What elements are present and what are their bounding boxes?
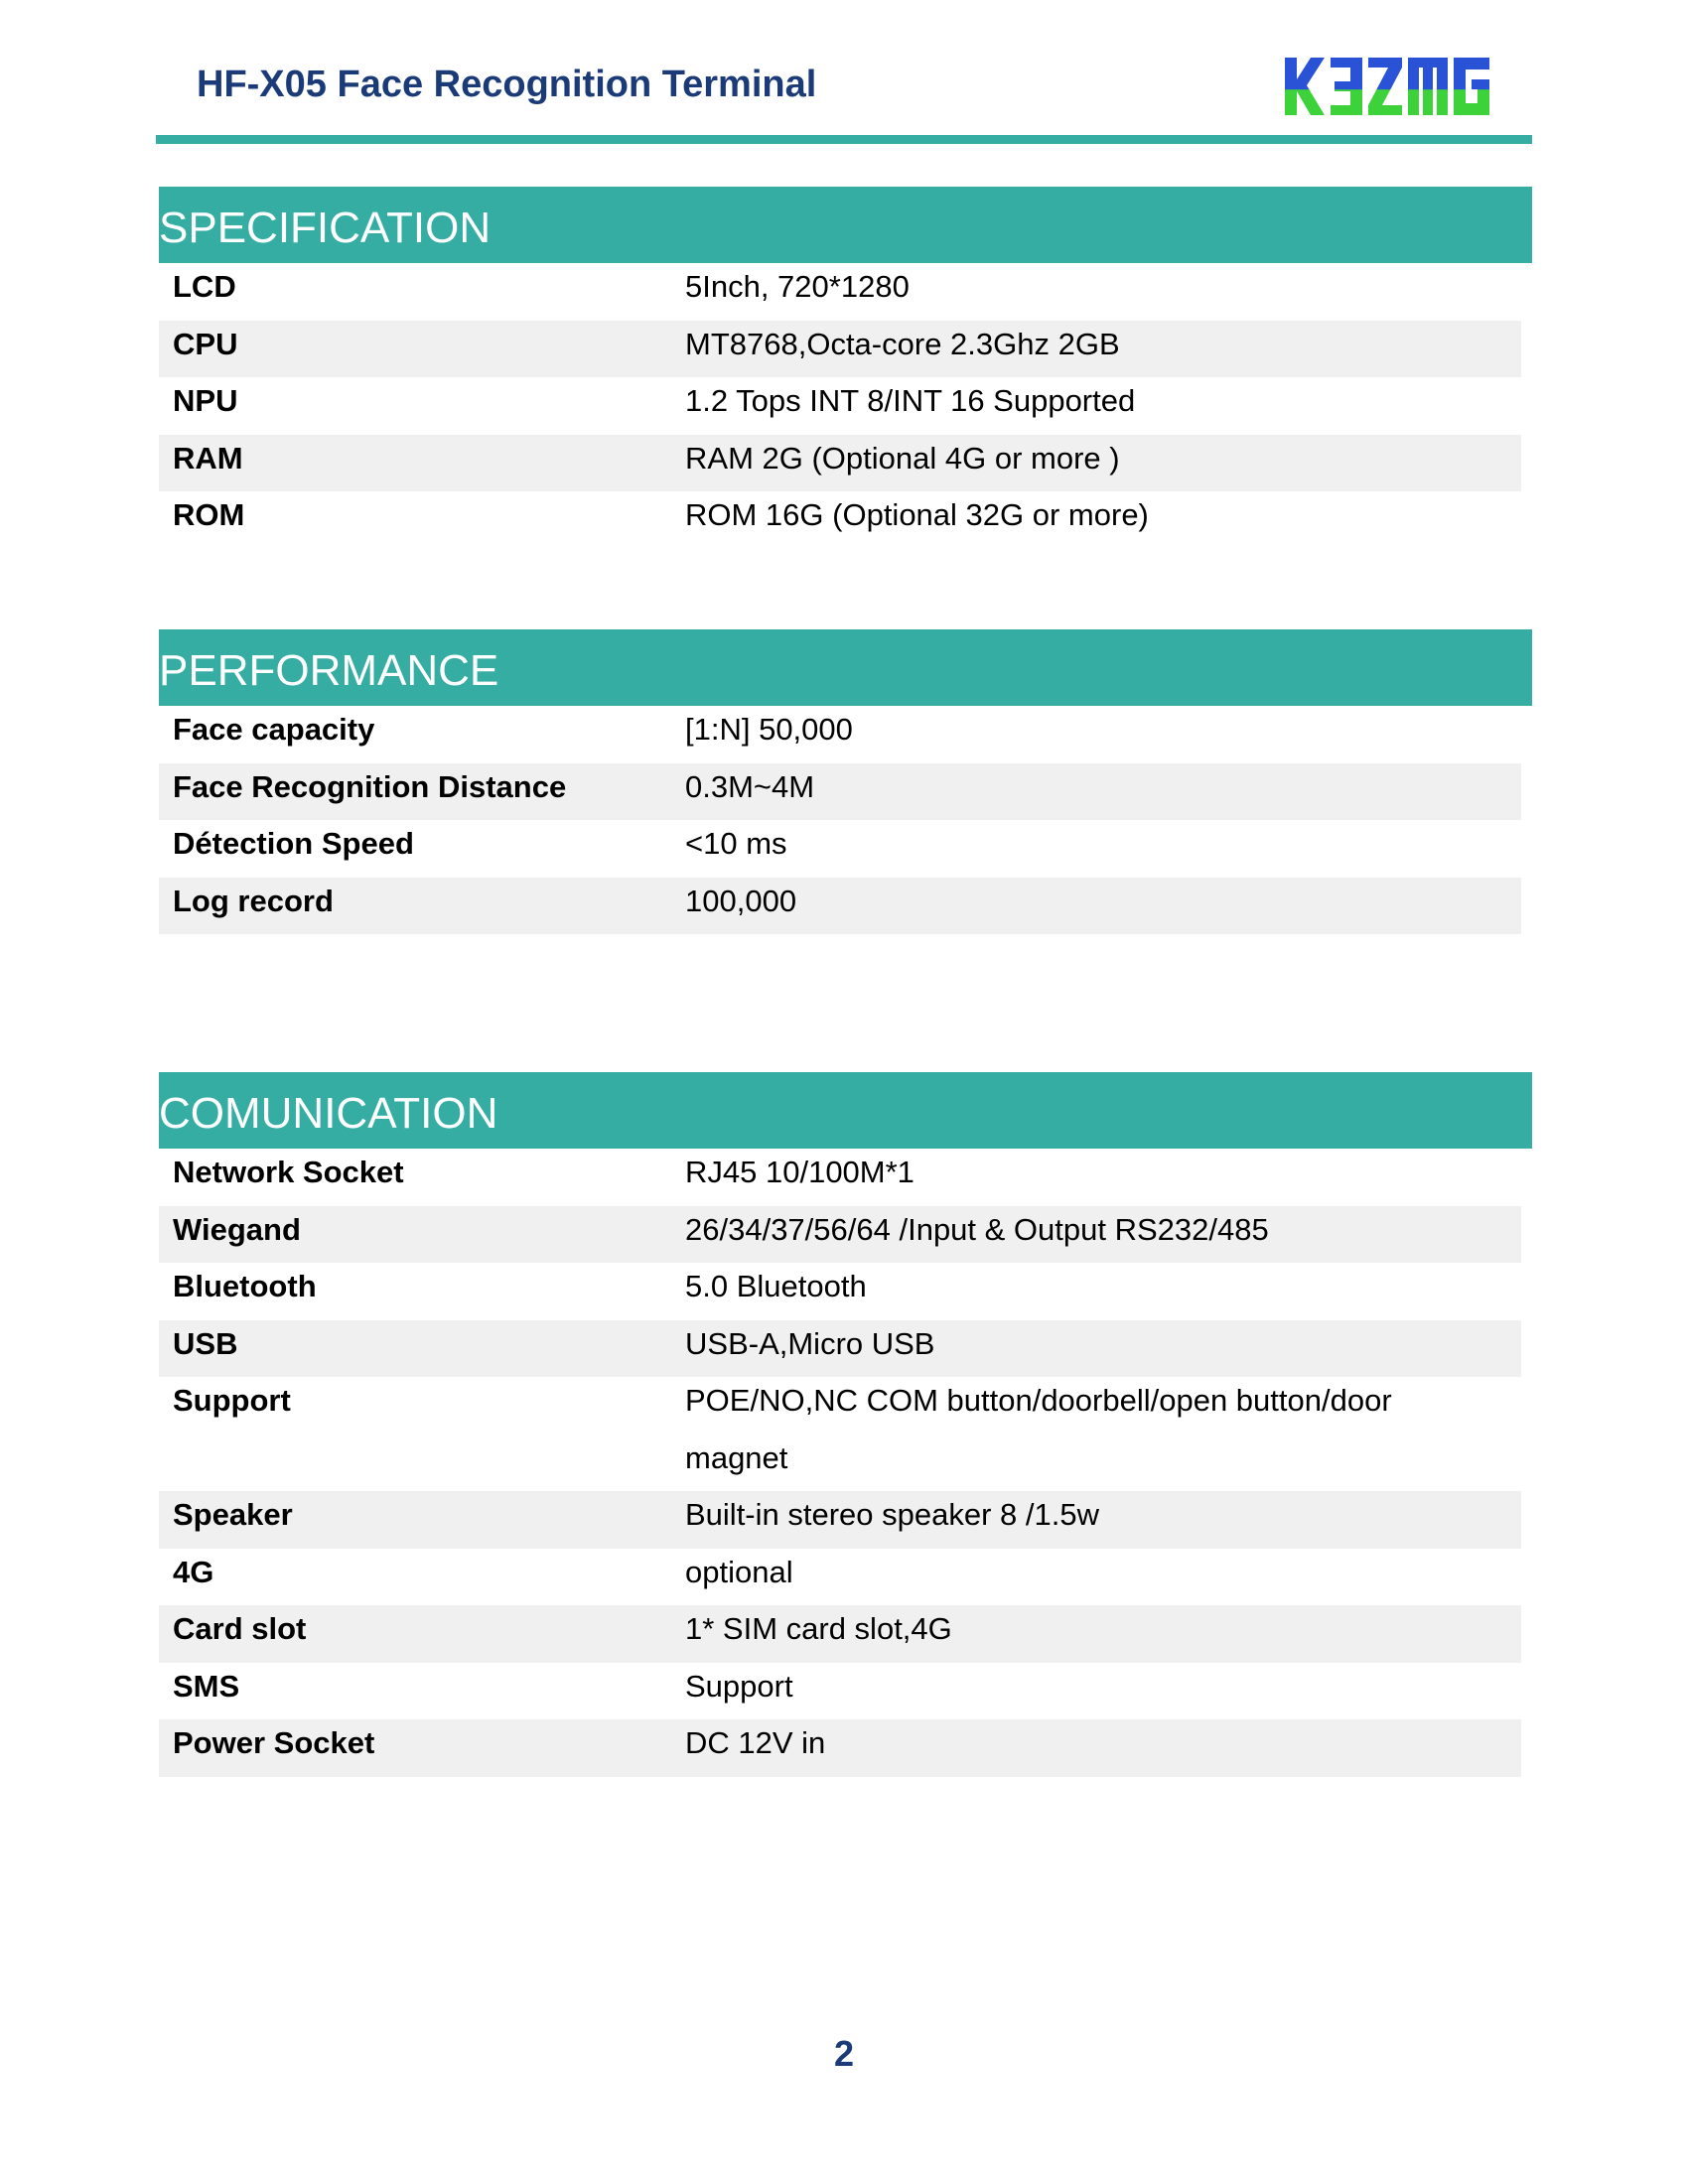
spec-label: ROM bbox=[173, 497, 245, 532]
spec-label: Network Socket bbox=[173, 1155, 404, 1189]
spec-label: Face Recognition Distance bbox=[173, 768, 567, 804]
spec-value: POE/NO,NC COM button/doorbell/open button/door magnet bbox=[685, 1383, 1392, 1475]
performance-table bbox=[159, 706, 1521, 934]
section-heading: SPECIFICATION bbox=[159, 187, 1532, 263]
spec-label: Power Socket bbox=[173, 1725, 375, 1760]
spec-label: CPU bbox=[173, 326, 238, 361]
brand-logo bbox=[1281, 50, 1499, 129]
communication-section bbox=[159, 1072, 1532, 1777]
table-row bbox=[159, 1549, 1521, 1606]
spec-label: Wiegand bbox=[173, 1211, 301, 1247]
table-row bbox=[159, 377, 1521, 435]
spec-label: Log record bbox=[173, 883, 334, 918]
spec-value: 1.2 Tops INT 8/INT 16 Supported bbox=[685, 383, 1136, 418]
spec-value: [1:N] 50,000 bbox=[685, 712, 853, 747]
spec-label: Speaker bbox=[173, 1497, 293, 1532]
spec-value: DC 12V in bbox=[685, 1725, 826, 1760]
table-row bbox=[159, 763, 1521, 821]
document-title: HF-X05 Face Recognition Terminal bbox=[197, 64, 817, 105]
table-row bbox=[159, 878, 1521, 935]
table-row bbox=[159, 1663, 1521, 1720]
page-number: 2 bbox=[833, 2033, 855, 2074]
spec-value: USB-A,Micro USB bbox=[685, 1325, 935, 1361]
spec-value: optional bbox=[685, 1554, 793, 1589]
table-row bbox=[159, 706, 1521, 763]
table-row bbox=[159, 491, 1521, 549]
spec-value: <10 ms bbox=[685, 826, 787, 861]
table-row bbox=[159, 1263, 1521, 1320]
specification-section bbox=[159, 187, 1532, 549]
table-row bbox=[159, 1377, 1521, 1491]
table-row bbox=[159, 435, 1521, 492]
spec-label: Bluetooth bbox=[173, 1269, 317, 1303]
spec-value: 5Inch, 720*1280 bbox=[685, 269, 910, 304]
spec-value: 5.0 Bluetooth bbox=[685, 1269, 867, 1303]
spec-label: SMS bbox=[173, 1668, 240, 1704]
communication-table bbox=[159, 1149, 1521, 1777]
table-row bbox=[159, 321, 1521, 378]
spec-value: RAM 2G (Optional 4G or more ) bbox=[685, 440, 1120, 476]
spec-label: NPU bbox=[173, 383, 238, 418]
spec-label: LCD bbox=[173, 269, 236, 304]
spec-table bbox=[159, 263, 1521, 549]
spec-value: RJ45 10/100M*1 bbox=[685, 1155, 914, 1189]
table-row bbox=[159, 1491, 1521, 1549]
spec-value: 1* SIM card slot,4G bbox=[685, 1611, 952, 1646]
spec-value: Built-in stereo speaker 8 /1.5w bbox=[685, 1497, 1099, 1532]
table-row bbox=[159, 1320, 1521, 1378]
table-row bbox=[159, 1605, 1521, 1663]
spec-value: Support bbox=[685, 1668, 793, 1704]
table-row bbox=[159, 820, 1521, 878]
spec-label: RAM bbox=[173, 440, 243, 476]
section-heading: COMUNICATION bbox=[159, 1072, 1532, 1149]
table-row bbox=[159, 1719, 1521, 1777]
spec-value: ROM 16G (Optional 32G or more) bbox=[685, 497, 1149, 532]
performance-section bbox=[159, 629, 1532, 934]
spec-label: Card slot bbox=[173, 1611, 307, 1646]
header-divider bbox=[156, 135, 1532, 144]
spec-value: MT8768,Octa-core 2.3Ghz 2GB bbox=[685, 326, 1120, 361]
table-row bbox=[159, 1149, 1521, 1206]
table-row bbox=[159, 263, 1521, 321]
spec-value: 100,000 bbox=[685, 883, 797, 918]
spec-label: USB bbox=[173, 1325, 238, 1361]
spec-label: Support bbox=[173, 1383, 291, 1418]
section-heading: PERFORMANCE bbox=[159, 629, 1532, 706]
table-row bbox=[159, 1206, 1521, 1264]
spec-label: Face capacity bbox=[173, 712, 375, 747]
spec-label: 4G bbox=[173, 1554, 214, 1589]
spec-label: Détection Speed bbox=[173, 826, 414, 861]
spec-value: 0.3M~4M bbox=[685, 768, 815, 804]
spec-value: 26/34/37/56/64 /Input & Output RS232/485 bbox=[685, 1211, 1269, 1247]
